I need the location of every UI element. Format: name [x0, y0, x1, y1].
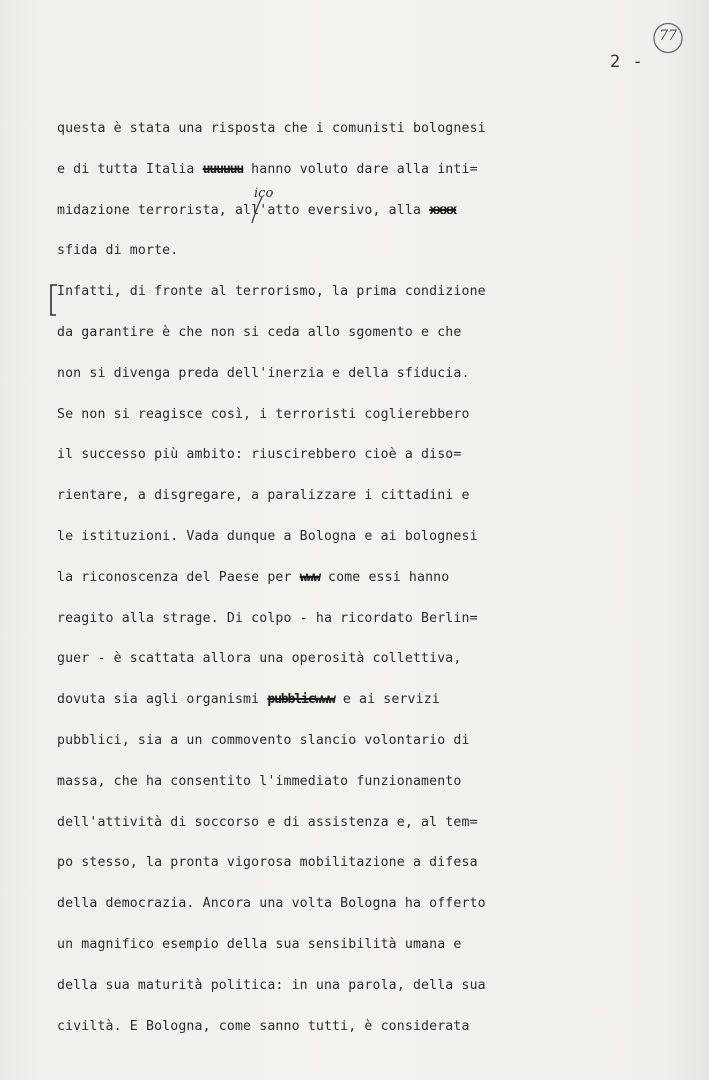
text-line	[57, 1019, 470, 1034]
text-segment: dovuta sia agli organismi	[57, 692, 268, 708]
text-line	[57, 203, 456, 218]
text-line	[57, 447, 461, 462]
text-line	[57, 896, 486, 911]
text-line	[57, 611, 478, 626]
text-segment: Se non si reagisce così, i terroristi coglierebbero	[57, 406, 470, 422]
text-segment: della sua maturità politica: in una parola, della sua	[57, 977, 486, 993]
text-segment: hanno voluto dare alla inti=	[243, 161, 478, 177]
text-segment: la riconoscenza del Paese per	[57, 569, 300, 585]
text-segment: e di tutta Italia	[57, 161, 203, 177]
text-segment: della democrazia. Ancora una volta Bologna ha offerto	[57, 896, 486, 912]
text-segment: po stesso, la pronta vigorosa mobilitazione a difesa	[57, 855, 478, 871]
text-line	[57, 284, 486, 299]
text-line	[57, 774, 461, 789]
text-line	[57, 121, 486, 136]
text-segment: dell'attività di soccorso e di assistenza e, al tem=	[57, 814, 478, 830]
text-segment: un magnifico esempio della sua sensibilità umana e	[57, 937, 462, 952]
overtyped-strikeout: pubblicwww	[267, 692, 335, 708]
text-line	[57, 243, 178, 258]
text-segment: civiltà. E Bologna, come sanno tutti, è considerata	[57, 1018, 470, 1034]
text-line	[57, 529, 478, 544]
text-line	[57, 692, 440, 707]
overtyped-strikeout: www	[299, 569, 320, 585]
text-line	[57, 815, 478, 830]
page-number: 2 -	[610, 52, 644, 72]
overtyped-strikeout: uuuuuu	[202, 161, 244, 177]
text-segment: non si divenga preda dell'inerzia e della sfiducia.	[57, 365, 470, 381]
text-segment: rientare, a disgregare, a paralizzare i cittadini e	[57, 488, 470, 504]
folio-number: 77	[659, 28, 677, 44]
text-segment: e ai servizi	[334, 692, 440, 708]
text-segment: Infatti, di fronte al terrorismo, la prima condizione	[57, 284, 486, 300]
text-segment: pubblici, sia a un commovento slancio volontario di	[57, 733, 470, 748]
text-line	[57, 366, 470, 381]
overtyped-strikeout: xxxx	[429, 202, 457, 218]
text-line	[57, 651, 461, 666]
text-segment: il successo più ambito: riuscirebbero cioè a diso=	[57, 447, 462, 463]
text-line	[57, 733, 470, 748]
text-line	[57, 488, 470, 503]
text-segment: midazione terrorista, all'atto eversivo, alla	[57, 202, 430, 218]
text-segment: questa è stata una risposta che i comunisti bolognesi	[57, 121, 486, 136]
handwritten-insertion: ico	[254, 186, 274, 201]
text-line	[57, 855, 478, 870]
text-line	[57, 978, 486, 993]
text-segment: sfida di morte.	[57, 243, 179, 259]
text-segment: reagito alla strage. Di colpo - ha ricordato Berlin=	[57, 610, 478, 626]
text-line	[57, 162, 478, 177]
text-segment: massa, che ha consentito l'immediato funzionamento	[57, 773, 462, 789]
text-segment: come essi hanno	[319, 569, 450, 585]
text-segment: le istituzioni. Vada dunque a Bologna e ai bolognesi	[57, 529, 478, 544]
text-segment: guer - è scattata allora una operosità collettiva,	[57, 651, 462, 667]
text-line	[57, 570, 449, 585]
text-line	[57, 937, 461, 952]
text-line	[57, 407, 470, 422]
text-line	[57, 325, 461, 340]
text-segment: da garantire è che non si ceda allo sgomento e che	[57, 325, 462, 340]
